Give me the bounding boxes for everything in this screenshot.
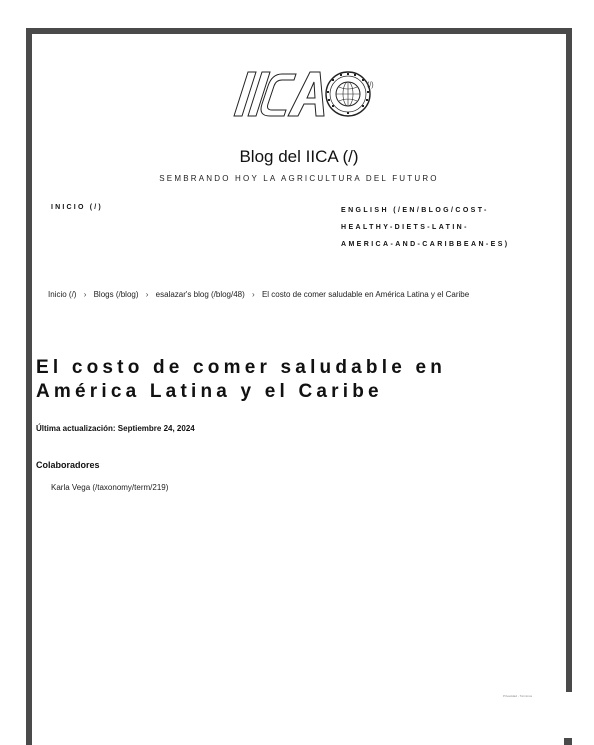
nav-english-line: AMERICA-AND-CARIBBEAN-ES) — [341, 241, 510, 248]
frame-border-right — [566, 28, 572, 692]
recaptcha-terms-text[interactable]: Privacidad - Términos — [503, 694, 533, 698]
breadcrumb-separator-icon: › — [252, 290, 255, 299]
breadcrumb — [48, 290, 469, 299]
breadcrumb-separator-icon: › — [145, 290, 149, 299]
nav-english-line: ENGLISH (/EN/BLOG/COST- — [341, 207, 489, 214]
iica-logo-icon — [226, 64, 426, 124]
breadcrumb-item-user-blog[interactable]: esalazar's blog (/blog/48) — [155, 290, 245, 299]
last-updated-date: Última actualización: Septiembre 24, 2024 — [36, 424, 195, 433]
collaborator-link[interactable]: Karla Vega (/taxonomy/term/219) — [51, 483, 169, 492]
logo-link-text[interactable]: (/) — [367, 82, 374, 89]
breadcrumb-item-current: El costo de comer saludable en América Latina y el Caribe — [261, 290, 470, 299]
site-slogan: SEMBRANDO HOY LA AGRICULTURA DEL FUTURO — [159, 174, 439, 183]
article-title: El costo de comer saludable en América Latina y el Caribe — [36, 357, 447, 402]
nav-english-link[interactable] — [341, 202, 561, 253]
collaborators-heading: Colaboradores — [36, 460, 100, 470]
nav-english-line: HEALTHY-DIETS-LATIN- — [341, 224, 469, 231]
site-logo-link[interactable] — [226, 64, 426, 124]
page-content — [32, 34, 566, 745]
breadcrumb-separator-icon: › — [83, 290, 87, 299]
site-title[interactable]: Blog del IICA (/) — [239, 147, 359, 166]
nav-home-link[interactable]: INICIO (/) — [51, 204, 103, 211]
breadcrumb-item-blogs[interactable]: Blogs (/blog) — [93, 290, 139, 299]
breadcrumb-item-home[interactable]: Inicio (/) — [48, 290, 77, 299]
